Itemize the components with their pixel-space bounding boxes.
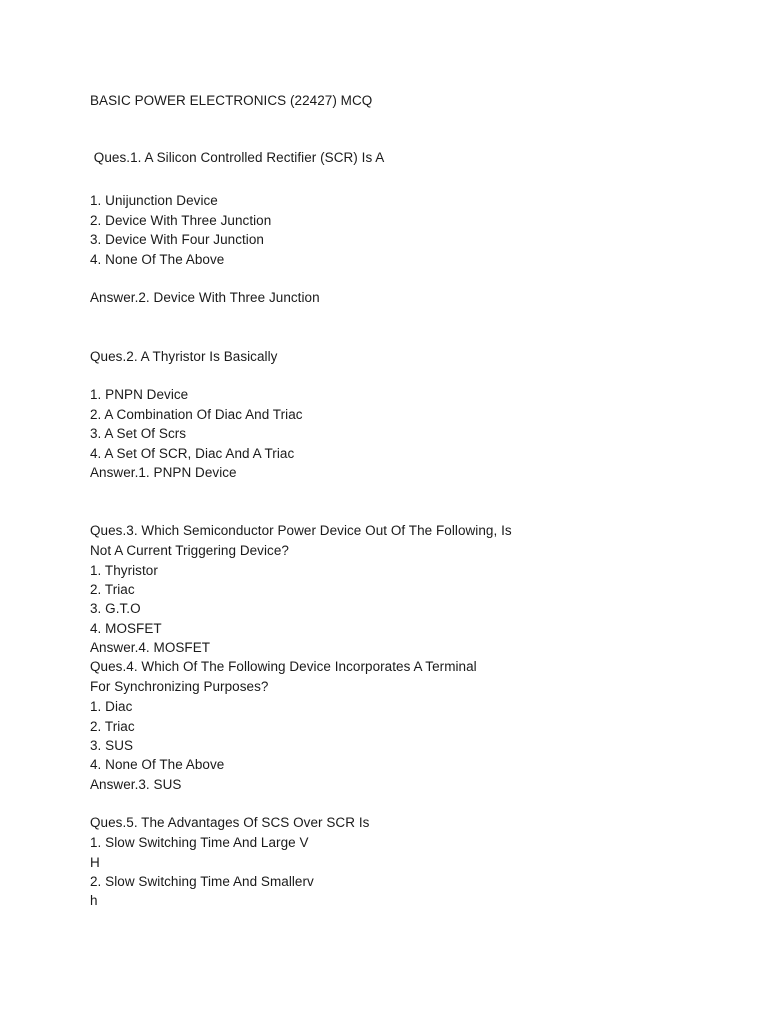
question-3-option-1: 1. Thyristor: [90, 563, 158, 578]
question-4-answer: Answer.3. SUS: [90, 777, 182, 792]
question-1-option-2: 2. Device With Three Junction: [90, 213, 272, 228]
question-5-option-1-subscript: H: [90, 855, 100, 870]
question-3-option-2: 2. Triac: [90, 582, 135, 597]
question-1-option-1: 1. Unijunction Device: [90, 193, 218, 208]
question-3-option-3: 3. G.T.O: [90, 601, 141, 616]
question-5-option-2-subscript: h: [90, 893, 98, 908]
question-3-option-4: 4. MOSFET: [90, 621, 162, 636]
question-2-option-3: 3. A Set Of Scrs: [90, 426, 187, 441]
question-4-text-line-2: For Synchronizing Purposes?: [90, 679, 269, 694]
question-2-answer: Answer.1. PNPN Device: [90, 465, 237, 480]
question-1-option-3: 3. Device With Four Junction: [90, 232, 264, 247]
question-4-option-1: 1. Diac: [90, 699, 133, 714]
question-4-option-2: 2. Triac: [90, 719, 135, 734]
question-3-text-line-2: Not A Current Triggering Device?: [90, 543, 289, 558]
question-2-option-4: 4. A Set Of SCR, Diac And A Triac: [90, 446, 295, 461]
question-3-text-line-1: Ques.3. Which Semiconductor Power Device Out Of The Following, Is: [90, 523, 512, 538]
question-2-option-1: 1. PNPN Device: [90, 387, 189, 402]
document-title: BASIC POWER ELECTRONICS (22427) MCQ: [90, 93, 373, 108]
question-2-text: Ques.2. A Thyristor Is Basically: [90, 349, 278, 364]
question-5-option-1: 1. Slow Switching Time And Large V: [90, 835, 309, 850]
question-2-option-2: 2. A Combination Of Diac And Triac: [90, 407, 303, 422]
question-1-option-4: 4. None Of The Above: [90, 252, 225, 267]
question-4-option-4: 4. None Of The Above: [90, 757, 225, 772]
question-1-text: Ques.1. A Silicon Controlled Rectifier (SCR) Is A: [90, 150, 385, 165]
question-3-answer: Answer.4. MOSFET: [90, 640, 211, 655]
question-4-option-3: 3. SUS: [90, 738, 134, 753]
question-4-text-line-1: Ques.4. Which Of The Following Device Incorporates A Terminal: [90, 659, 477, 674]
question-1-answer: Answer.2. Device With Three Junction: [90, 290, 320, 305]
question-5-text: Ques.5. The Advantages Of SCS Over SCR Is: [90, 815, 370, 830]
question-5-option-2: 2. Slow Switching Time And Smallerv: [90, 874, 314, 889]
